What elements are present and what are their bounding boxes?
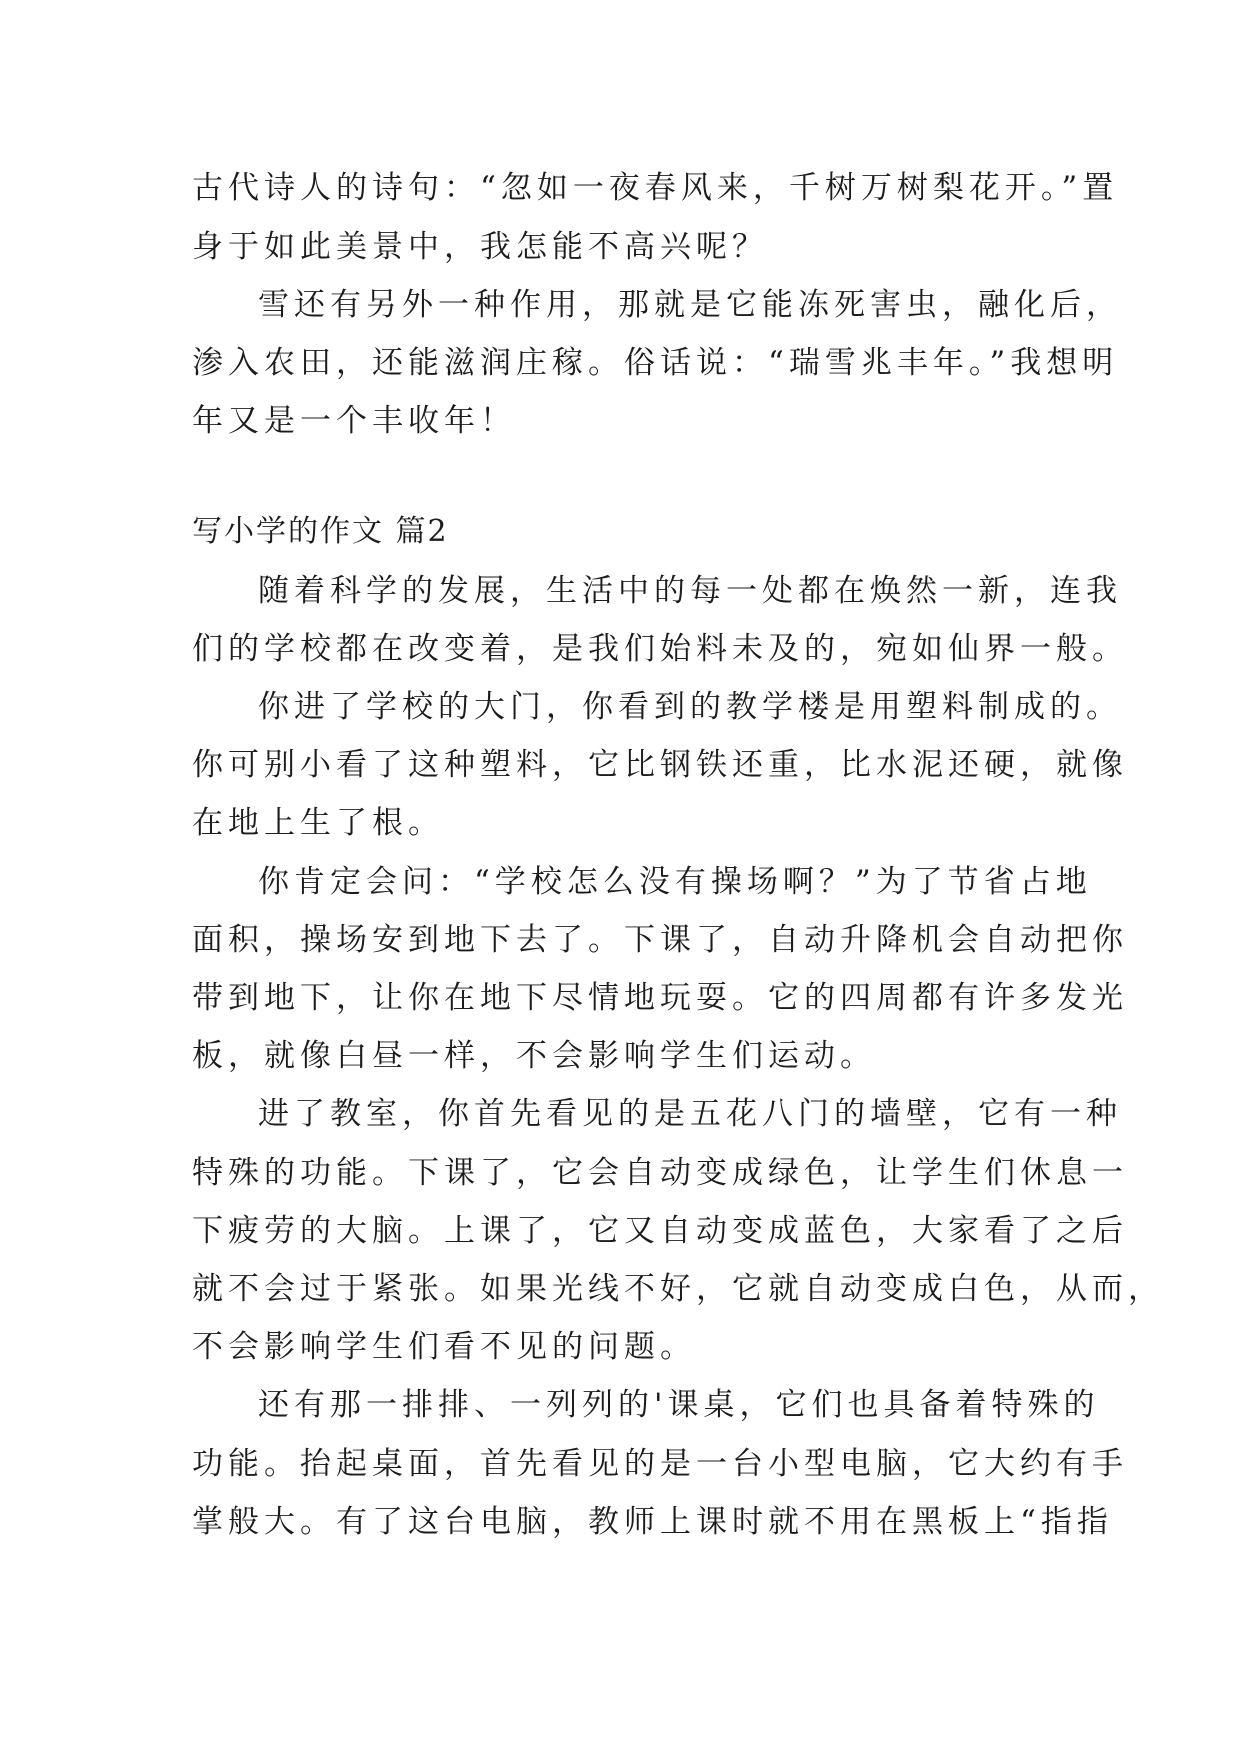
section-heading: 写小学的作文 篇2 (192, 514, 449, 549)
text-line: 掌般大。有了这台电脑，教师上课时就不用在黑板上“指指 (192, 1504, 1113, 1540)
text-line: 板，就像白昼一样，不会影响学生们运动。 (192, 1038, 876, 1074)
paragraph-start-line: 进了教室，你首先看见的是五花八门的墙壁，它有一种 (258, 1096, 1122, 1132)
paragraph-start-line: 你进了学校的大门，你看到的教学楼是用塑料制成的。 (258, 689, 1122, 725)
text-line: 面积，操场安到地下去了。下课了，自动升降机会自动把你 (192, 922, 1128, 958)
text-line: 渗入农田，还能滋润庄稼。俗话说：“瑞雪兆丰年。”我想明 (192, 345, 1119, 381)
text-line: 特殊的功能。下课了，它会自动变成绿色，让学生们休息一 (192, 1155, 1128, 1191)
text-line: 带到地下，让你在地下尽情地玩耍。它的四周都有许多发光 (192, 980, 1128, 1016)
paragraph-start-line: 随着科学的发展，生活中的每一处都在焕然一新，连我 (258, 573, 1122, 609)
text-line: 你可别小看了这种塑料，它比钢铁还重，比水泥还硬，就像 (192, 747, 1128, 783)
paragraph-start-line: 还有那一排排、一列列的'课桌，它们也具备着特殊的 (258, 1387, 1100, 1423)
text-line: 们的学校都在改变着，是我们始料未及的，宛如仙界一般。 (192, 631, 1128, 667)
paragraph-start-line: 雪还有另外一种作用，那就是它能冻死害虫，融化后， (258, 287, 1122, 323)
text-line: 在地上生了根。 (192, 805, 444, 841)
text-line: 下疲劳的大脑。上课了，它又自动变成蓝色，大家看了之后 (192, 1213, 1128, 1249)
text-line: 古代诗人的诗句：“忽如一夜春风来，千树万树梨花开。”置 (192, 170, 1119, 206)
text-line: 不会影响学生们看不见的问题。 (192, 1329, 696, 1365)
paragraph-start-line: 你肯定会问：“学校怎么没有操场啊？”为了节省占地 (258, 864, 1092, 900)
text-line: 身于如此美景中，我怎能不高兴呢？ (192, 229, 768, 265)
text-line: 功能。抬起桌面，首先看见的是一台小型电脑，它大约有手 (192, 1446, 1128, 1482)
text-line: 年又是一个丰收年！ (192, 403, 516, 439)
text-line: 就不会过于紧张。如果光线不好，它就自动变成白色，从而， (192, 1271, 1164, 1307)
